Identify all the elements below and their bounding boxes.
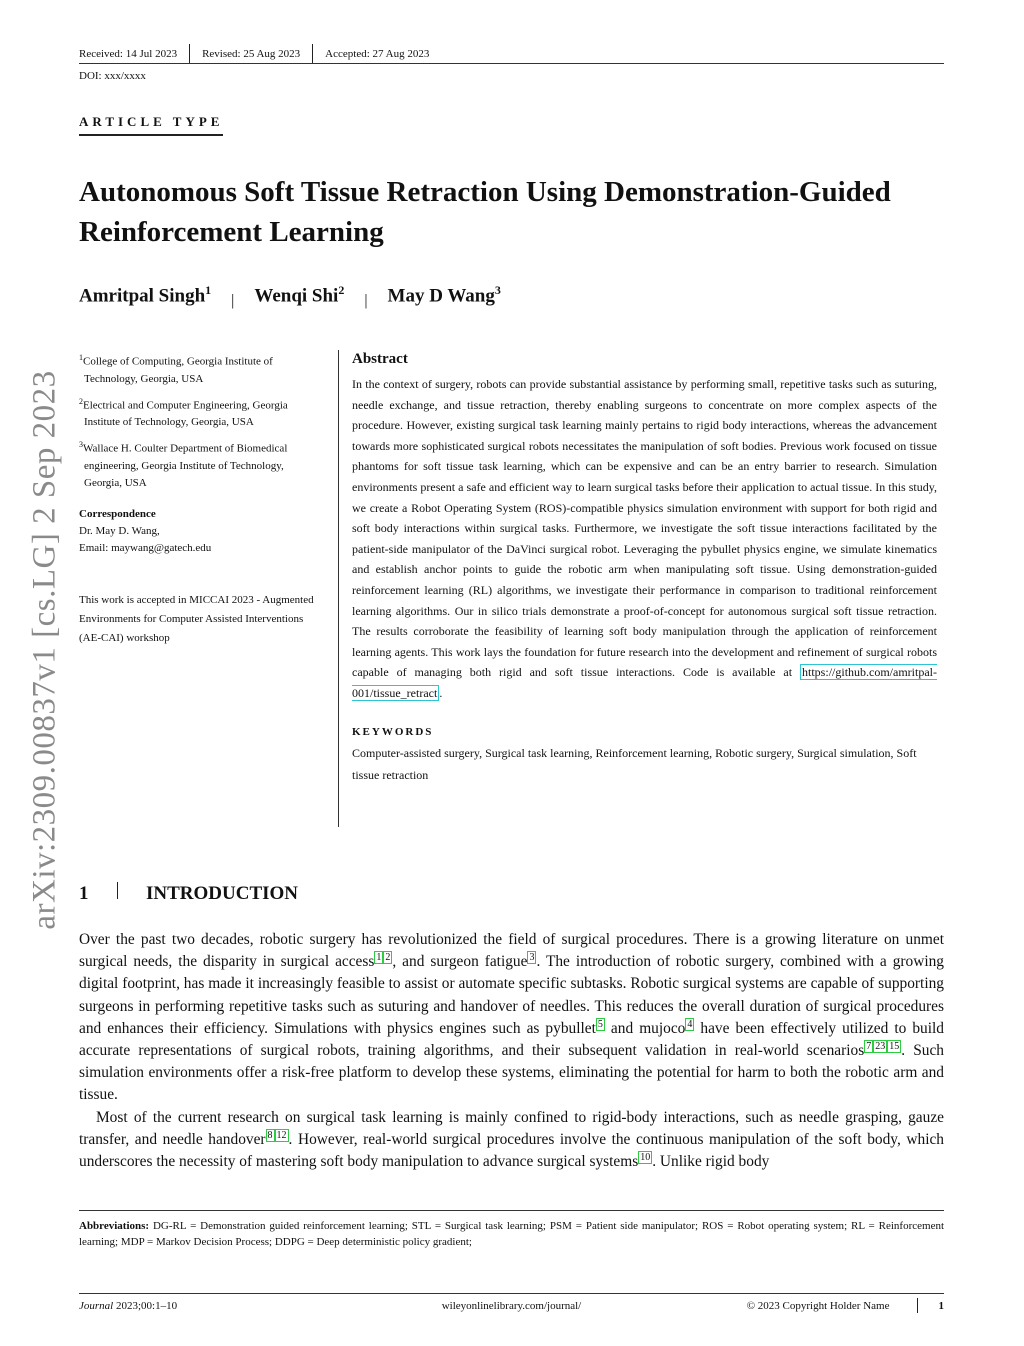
affiliation: $^2$Electrical and Computer Engineering, Georgia Institute of Technology, Georgia, USA [79,396,288,429]
revised-date: Revised: 25 Aug 2023 [202,48,301,60]
author-separator: | [364,292,368,310]
author-list [79,283,501,310]
abbreviations: Abbreviations: DG-RL = Demonstration guided reinforcement learning; STL = Surgical task learning; PSM = Patient side manipulator; ROS = Robot operating system; RL = Reinforcement learning; MDP = Markov Decision Process; DDPG = Deep deterministic policy gradient; [79,1220,945,1248]
paragraph: Over the past two decades, robotic surgery has revolutionized the field of surgical procedures. There is a growing literature on unmet surgical needs, the disparity in surgical access $^{1 2}$ , and surgeon fatigue $^3$ . The introduction of robotic surgery, combined with a growing digital footprint, has made it increasingly feasible to assist or automate specific subtasks. Robotic surgical systems are capable of supporting surgeons in performing repetitive tasks such as suturing and handover of needles. This reduces the overall duration of surgical procedures and enhances their efficiency. Simulations with physics engines such as pybullet $^5$ and mujoco $^4$ have been effectively utilized to build accurate representations of surgical robots, training algorithms, and their subsequent validation in real-world scenarios $^{7 23 15}$ . Such simulation environments offer a risk-free platform to develop these systems, eliminating the potential for harm to both the robotic arm and tissue. [79,931,944,1104]
abstract-heading: Abstract [352,351,408,367]
article-type: ARTICLE TYPE [79,114,223,136]
citation[interactable]: 5 [597,1018,603,1030]
journal-info: Journal 2023;00:1–10 [79,1299,178,1312]
footnote-rule [79,1210,944,1211]
accepted-date: Accepted: 27 Aug 2023 [325,48,430,60]
column-divider [338,350,339,827]
paper-title: Autonomous Soft Tissue Retraction Using Demonstration-Guided Reinforcement Learning [79,176,891,248]
keywords-text: Computer-assisted surgery, Surgical task learning, Reinforcement learning, Robotic surgery, Surgical simulation, Soft tissue retraction [352,745,917,782]
section-number: 1 [79,883,89,904]
citation[interactable]: 7 23 15 [866,1040,900,1052]
author: Amritpal Singh$^1$ [79,283,212,307]
divider [117,882,118,899]
section-title: INTRODUCTION [146,883,299,904]
author: Wenqi Shi$^2$ [254,283,345,307]
doi: DOI: xxx/xxxx [79,70,146,82]
citation[interactable]: 8 12 [267,1129,287,1141]
divider [917,1298,918,1313]
paragraph: Most of the current research on surgical task learning is mainly confined to rigid-body interactions, such as needle grasping, gauze transfer, and needle handover $^{8 12}$ . However, real-world surgical procedures involve the continuous manipulation of the soft body, which underscores the necessity of mastering soft body manipulation to advance surgical systems $^{10}$ . Unlike rigid body [79,1108,944,1171]
code-link[interactable]: https://github.com/amritpal-001/tissue_retract [352,665,937,700]
keywords-heading: KEYWORDS [352,725,434,738]
correspondence-name: Dr. May D. Wang, [79,524,160,537]
citation[interactable]: 3 [529,952,535,964]
affiliation: $^3$Wallace H. Coulter Department of Biomedical engineering, Georgia Institute of Technology, Georgia, USA [79,440,288,489]
abstract-section [352,351,937,786]
received-date: Received: 14 Jul 2023 [79,48,178,60]
side-column [79,349,324,648]
divider [189,44,190,64]
correspondence-email: Email: maywang@gatech.edu [79,541,212,554]
correspondence-heading: Correspondence [79,507,156,520]
copyright: © 2023 Copyright Holder Name [746,1299,890,1312]
header-rule [79,63,944,64]
introduction-body [79,929,944,1173]
copyright-block [656,1298,944,1313]
article-history [79,44,944,64]
author-separator: | [231,292,235,310]
acceptance-note: This work is accepted in MICCAI 2023 - Augmented Environments for Computer Assisted Interventions (AE-CAI) workshop [79,593,314,644]
citation[interactable]: 1 2 [376,952,391,964]
page-number: 1 [938,1299,944,1312]
arxiv-stamp: arXiv:2309.00837v1 [cs.LG] 2 Sep 2023 [26,370,63,930]
citation[interactable]: 4 [687,1018,693,1030]
citation[interactable]: 10 [640,1151,651,1163]
affiliation: $^1$College of Computing, Georgia Institute of Technology, Georgia, USA [79,353,273,385]
author: May D Wang$^3$ [387,283,501,307]
divider [312,44,313,64]
section-heading [79,883,298,905]
footer-rule [79,1293,944,1294]
journal-url[interactable]: wileyonlinelibrary.com/journal/ [441,1299,582,1312]
abstract-text: In the context of surgery, robots can provide substantial assistance by performing small, repetitive tasks such as suturing, needle exchange, and tissue retraction, thereby enabling surgeons to concentrate on more complex aspects of the procedure. However, existing surgical task learning mainly pertains to rigid body interactions, whereas the advancement towards more sophisticated surgical robots necessitates the manipulation of soft bodies. Previous work focused on tissue phantoms for soft tissue task learning, which can be expensive and can be an entry barrier to research. Simulation environments present a safe and efficient way to learn surgical tasks before their application to actual tissue. In this study, we create a Robot Operating System (ROS)-compatible physics simulation environment with support for both rigid and soft body interactions within surgical tasks. Furthermore, we investigate the soft tissue interactions facilitated by the patient-side manipulator of the DaVinci surgical robot. Leveraging the pybullet physics engine, we simulate kinematics and establish anchor points to guide the robotic arm when manipulating soft tissue. Using demonstration-guided reinforcement learning (RL) algorithms, we investigate their performance in comparison to traditional reinforcement learning algorithms. Our in silico trials demonstrate a proof-of-concept for autonomous surgical soft tissue retraction. The results corroborate the feasibility of learning soft body manipulation through the application of reinforcement learning agents. This work lays the foundation for future research into the development and refinement of surgical robots capable of managing both rigid and soft tissue interactions. Code is available at https://github.com/amritpal-001/tissue_retract . [352,377,937,700]
page-footer [79,1298,944,1313]
